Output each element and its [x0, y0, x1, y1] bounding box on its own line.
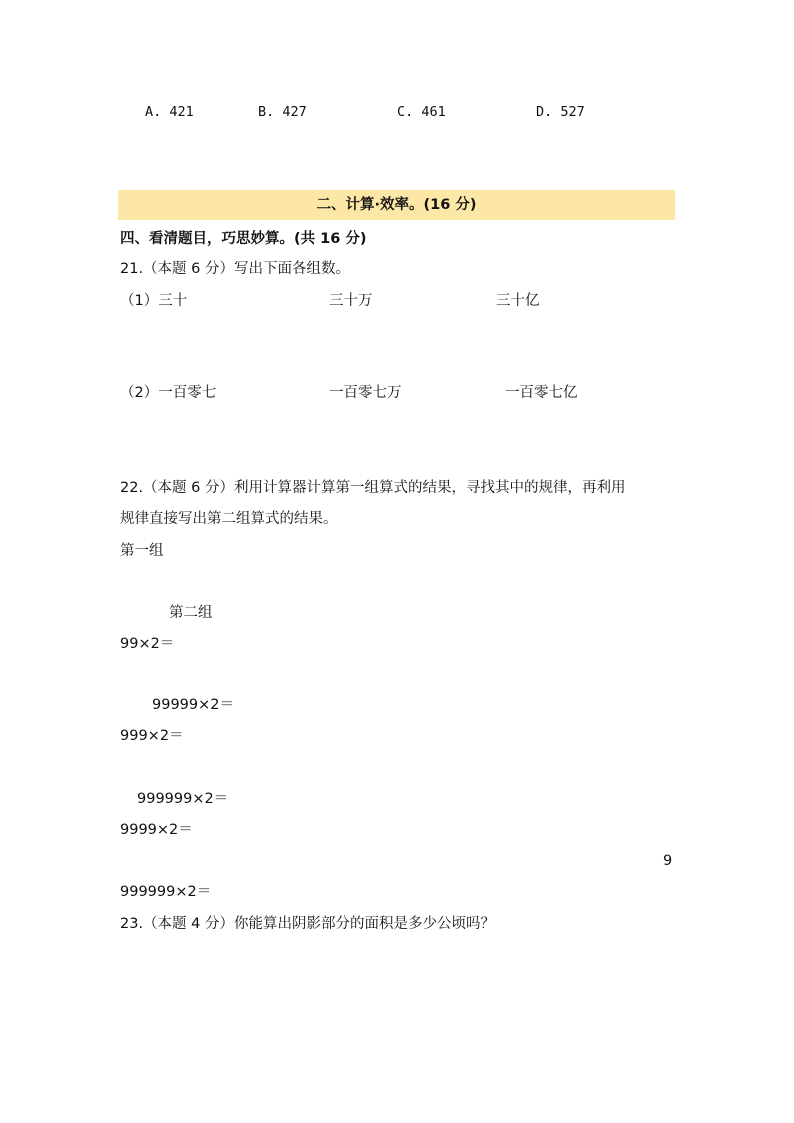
- q22-group2-label: 第二组: [169, 605, 213, 621]
- section-banner-title: 二、计算·效率。(16 分): [316, 197, 477, 213]
- q22-item: 999×2＝: [120, 728, 184, 744]
- q22-item: 99999×2＝: [152, 697, 235, 713]
- option-a: A. 421: [145, 104, 194, 120]
- q21-row1-c: 三十亿: [496, 293, 540, 309]
- section-banner: [118, 190, 675, 220]
- q22-group1-label: 第一组: [120, 543, 164, 559]
- q22-stem-line1: 22.（本题 6 分）利用计算器计算第一组算式的结果，寻找其中的规律，再利用: [120, 480, 626, 496]
- option-c: C. 461: [397, 104, 446, 120]
- q21-row2-label: （2）一百零七: [120, 385, 217, 401]
- q23-stem: 23.（本题 4 分）你能算出阴影部分的面积是多少公顷吗？: [120, 916, 496, 932]
- q22-stem-line2: 规律直接写出第二组算式的结果。: [120, 511, 338, 527]
- q21-row2-c: 一百零七亿: [505, 385, 578, 401]
- q22-item: 99×2＝: [120, 636, 175, 652]
- option-d: D. 527: [536, 104, 585, 120]
- q22-item: 9999×2＝: [120, 822, 193, 838]
- q22-item: 999999×2＝: [137, 791, 229, 807]
- stray-digit: 9: [663, 853, 673, 869]
- q21-stem: 21.（本题 6 分）写出下面各组数。: [120, 261, 351, 277]
- option-b: B. 427: [258, 104, 307, 120]
- q21-row1-label: （1）三十: [120, 293, 188, 309]
- q22-item: 999999×2＝: [120, 884, 212, 900]
- q21-row1-b: 三十万: [329, 293, 373, 309]
- part4-heading: 四、看清题目，巧思妙算。(共 16 分): [120, 231, 367, 247]
- q21-row2-b: 一百零七万: [329, 385, 402, 401]
